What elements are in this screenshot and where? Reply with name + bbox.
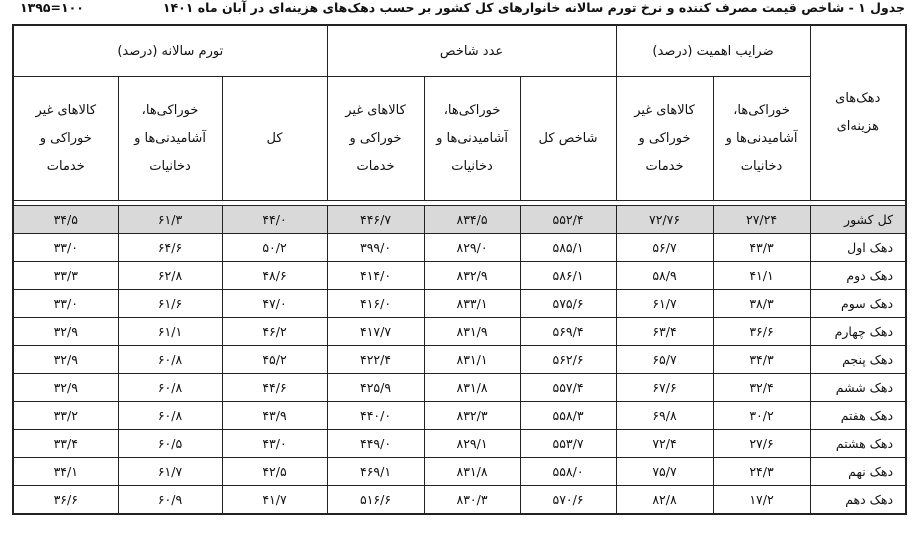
index-nonfood-cell: ۴۶۹/۱ — [327, 457, 424, 485]
inflation-nonfood-cell: ۳۶/۶ — [13, 485, 118, 514]
weight-food-cell: ۲۷/۶ — [713, 429, 810, 457]
table-row — [13, 429, 906, 457]
index-nonfood-cell: ۴۱۴/۰ — [327, 262, 424, 290]
decile-label-cell: دهک سوم — [810, 290, 906, 318]
weight-food-cell: ۴۱/۱ — [713, 262, 810, 290]
index-nonfood-cell: ۵۱۶/۶ — [327, 485, 424, 514]
index-food-cell: ۸۳۳/۱ — [424, 290, 520, 318]
inflation-nonfood-cell: ۳۳/۰ — [13, 290, 118, 318]
inflation-food-cell: ۶۲/۸ — [118, 262, 222, 290]
table-row — [13, 234, 906, 262]
index-food-cell: ۸۳۲/۹ — [424, 262, 520, 290]
base-year-note: ۱۳۹۵=۱۰۰ — [20, 0, 84, 15]
decile-label-cell: کل کشور — [810, 206, 906, 234]
index-total-cell: ۵۵۸/۰ — [520, 457, 616, 485]
inflation-nonfood-cell: ۳۳/۳ — [13, 262, 118, 290]
inflation-total-cell: ۴۸/۶ — [222, 262, 327, 290]
decile-label-cell: دهک هشتم — [810, 429, 906, 457]
table-row — [13, 318, 906, 346]
weight-food-cell: ۲۷/۲۴ — [713, 206, 810, 234]
weight-food-cell: ۳۰/۲ — [713, 401, 810, 429]
weight-nonfood-cell: ۶۵/۷ — [616, 346, 713, 374]
inflation-total-cell: ۴۳/۹ — [222, 401, 327, 429]
weight-food-cell: ۳۴/۳ — [713, 346, 810, 374]
inflation-total-cell: ۴۵/۲ — [222, 346, 327, 374]
table-row-total — [13, 206, 906, 234]
index-total-cell: ۵۷۰/۶ — [520, 485, 616, 514]
table-row — [13, 457, 906, 485]
index-nonfood-cell: ۴۲۲/۴ — [327, 346, 424, 374]
inflation-total-cell: ۵۰/۲ — [222, 234, 327, 262]
index-nonfood-cell: ۳۹۹/۰ — [327, 234, 424, 262]
inflation-food-cell: ۶۰/۸ — [118, 346, 222, 374]
weight-nonfood-cell: ۷۲/۷۶ — [616, 206, 713, 234]
index-food-cell: ۸۳۱/۹ — [424, 318, 520, 346]
index-nonfood-cell: ۴۴۹/۰ — [327, 429, 424, 457]
weight-nonfood-cell: ۶۹/۸ — [616, 401, 713, 429]
inflation-food-cell: ۶۰/۵ — [118, 429, 222, 457]
weights-group-header: ضرایب اهمیت (درصد) — [616, 25, 810, 77]
index-food-header: خوراکی‌ها، آشامیدنی‌ها و دخانیات — [424, 77, 520, 201]
decile-label-cell: دهک پنجم — [810, 346, 906, 374]
index-nonfood-header: کالاهای غیر خوراکی و خدمات — [327, 77, 424, 201]
inflation-total-cell: ۴۶/۲ — [222, 318, 327, 346]
index-food-cell: ۸۳۱/۸ — [424, 373, 520, 401]
index-nonfood-cell: ۴۲۵/۹ — [327, 373, 424, 401]
index-nonfood-cell: ۴۴۰/۰ — [327, 401, 424, 429]
inflation-total-cell: ۴۳/۰ — [222, 429, 327, 457]
inflation-food-cell: ۶۴/۶ — [118, 234, 222, 262]
inflation-food-cell: ۶۱/۷ — [118, 457, 222, 485]
weight-nonfood-cell: ۵۸/۹ — [616, 262, 713, 290]
index-food-cell: ۸۲۹/۰ — [424, 234, 520, 262]
inflation-food-cell: ۶۰/۸ — [118, 373, 222, 401]
index-food-cell: ۸۳۲/۳ — [424, 401, 520, 429]
inflation-nonfood-header: کالاهای غیر خوراکی و خدمات — [13, 77, 118, 201]
table-row — [13, 401, 906, 429]
index-total-cell: ۵۶۲/۶ — [520, 346, 616, 374]
decile-label-cell: دهک هفتم — [810, 401, 906, 429]
inflation-nonfood-cell: ۳۳/۴ — [13, 429, 118, 457]
index-total-cell: ۵۵۳/۷ — [520, 429, 616, 457]
table-row — [13, 373, 906, 401]
inflation-total-cell: ۴۴/۰ — [222, 206, 327, 234]
inflation-food-cell: ۶۰/۸ — [118, 401, 222, 429]
weight-food-cell: ۳۶/۶ — [713, 318, 810, 346]
index-total-cell: ۵۶۹/۴ — [520, 318, 616, 346]
weights-nonfood-header: کالاهای غیر خوراکی و خدمات — [616, 77, 713, 201]
decile-column-header: دهک‌های هزینه‌ای — [810, 25, 906, 201]
index-total-header: شاخص کل — [520, 77, 616, 201]
index-total-cell: ۵۵۸/۳ — [520, 401, 616, 429]
index-food-cell: ۸۳۱/۱ — [424, 346, 520, 374]
decile-label-cell: دهک نهم — [810, 457, 906, 485]
inflation-food-header: خوراکی‌ها، آشامیدنی‌ها و دخانیات — [118, 77, 222, 201]
inflation-total-cell: ۴۷/۰ — [222, 290, 327, 318]
inflation-nonfood-cell: ۳۴/۵ — [13, 206, 118, 234]
table-row — [13, 290, 906, 318]
weight-food-cell: ۳۲/۴ — [713, 373, 810, 401]
decile-label-cell: دهک اول — [810, 234, 906, 262]
table-row — [13, 485, 906, 514]
index-total-cell: ۵۸۶/۱ — [520, 262, 616, 290]
weight-nonfood-cell: ۶۳/۴ — [616, 318, 713, 346]
inflation-total-header: کل — [222, 77, 327, 201]
index-food-cell: ۸۳۰/۳ — [424, 485, 520, 514]
weight-food-cell: ۳۸/۳ — [713, 290, 810, 318]
inflation-total-cell: ۴۲/۵ — [222, 457, 327, 485]
inflation-food-cell: ۶۰/۹ — [118, 485, 222, 514]
inflation-nonfood-cell: ۳۲/۹ — [13, 346, 118, 374]
decile-label-cell: دهک چهارم — [810, 318, 906, 346]
inflation-total-cell: ۴۴/۶ — [222, 373, 327, 401]
inflation-food-cell: ۶۱/۳ — [118, 206, 222, 234]
weight-nonfood-cell: ۷۵/۷ — [616, 457, 713, 485]
cpi-decile-table — [12, 24, 907, 515]
index-nonfood-cell: ۴۱۷/۷ — [327, 318, 424, 346]
inflation-nonfood-cell: ۳۲/۹ — [13, 373, 118, 401]
inflation-group-header: تورم سالانه (درصد) — [13, 25, 327, 77]
table-title: جدول ۱ - شاخص قیمت مصرف کننده و نرخ تورم سالانه خانوارهای کل کشور بر حسب دهک‌های هزینه‌ای در آبان ماه ۱۴۰۱ — [162, 0, 905, 15]
inflation-total-cell: ۴۱/۷ — [222, 485, 327, 514]
index-food-cell: ۸۲۹/۱ — [424, 429, 520, 457]
weight-nonfood-cell: ۶۷/۶ — [616, 373, 713, 401]
index-total-cell: ۵۸۵/۱ — [520, 234, 616, 262]
table-caption — [12, 0, 905, 18]
weight-food-cell: ۲۴/۳ — [713, 457, 810, 485]
inflation-nonfood-cell: ۳۴/۱ — [13, 457, 118, 485]
inflation-nonfood-cell: ۳۳/۰ — [13, 234, 118, 262]
index-group-header: عدد شاخص — [327, 25, 616, 77]
index-total-cell: ۵۵۷/۴ — [520, 373, 616, 401]
index-food-cell: ۸۳۴/۵ — [424, 206, 520, 234]
weight-nonfood-cell: ۶۱/۷ — [616, 290, 713, 318]
inflation-nonfood-cell: ۳۳/۲ — [13, 401, 118, 429]
weights-food-header: خوراکی‌ها، آشامیدنی‌ها و دخانیات — [713, 77, 810, 201]
index-food-cell: ۸۳۱/۸ — [424, 457, 520, 485]
index-total-cell: ۵۵۲/۴ — [520, 206, 616, 234]
inflation-nonfood-cell: ۳۲/۹ — [13, 318, 118, 346]
inflation-food-cell: ۶۱/۱ — [118, 318, 222, 346]
index-total-cell: ۵۷۵/۶ — [520, 290, 616, 318]
table-row — [13, 346, 906, 374]
table-row — [13, 262, 906, 290]
index-nonfood-cell: ۴۴۶/۷ — [327, 206, 424, 234]
weight-nonfood-cell: ۷۲/۴ — [616, 429, 713, 457]
weight-nonfood-cell: ۵۶/۷ — [616, 234, 713, 262]
weight-nonfood-cell: ۸۲/۸ — [616, 485, 713, 514]
inflation-food-cell: ۶۱/۶ — [118, 290, 222, 318]
weight-food-cell: ۴۳/۳ — [713, 234, 810, 262]
weight-food-cell: ۱۷/۲ — [713, 485, 810, 514]
decile-label-cell: دهک دهم — [810, 485, 906, 514]
decile-label-cell: دهک دوم — [810, 262, 906, 290]
decile-label-cell: دهک ششم — [810, 373, 906, 401]
index-nonfood-cell: ۴۱۶/۰ — [327, 290, 424, 318]
